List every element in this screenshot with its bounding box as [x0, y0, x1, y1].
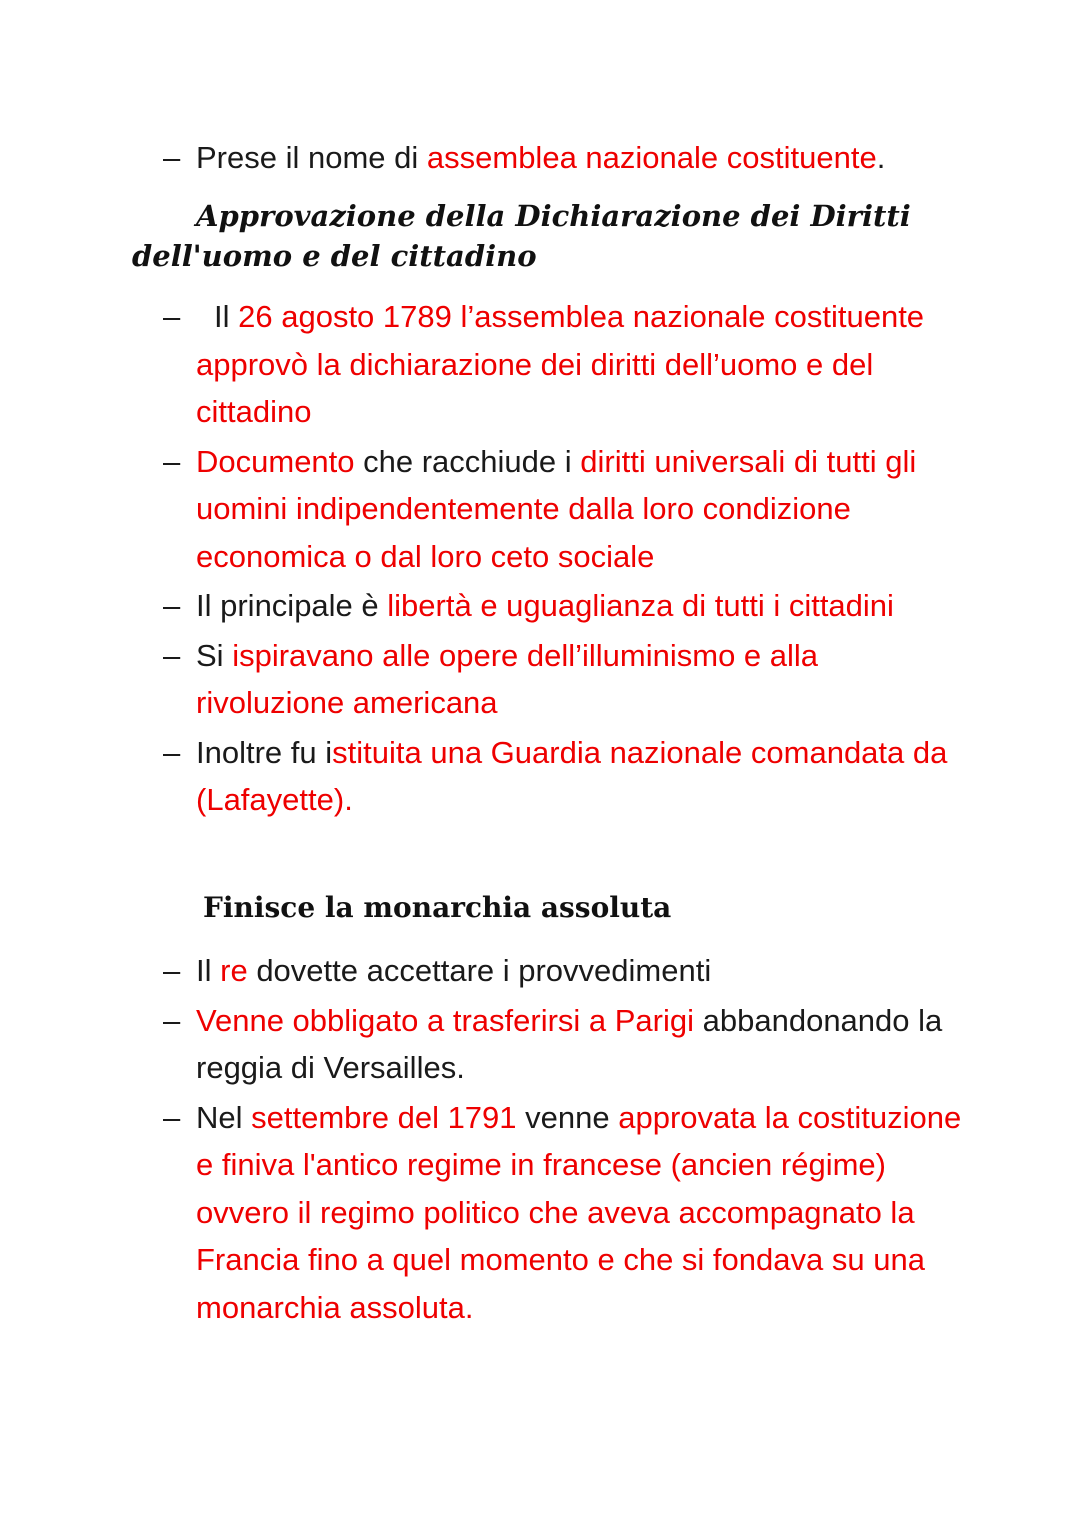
text-highlight: 26 agosto 1789 l’assemblea nazionale costituente approvò la dichiarazione dei diritti dell’uomo e del cittadino: [196, 299, 925, 429]
text-normal: Il principale è: [196, 588, 388, 623]
text-highlight: assemblea nazionale costituente: [426, 140, 877, 175]
dash-bullet: –: [163, 299, 181, 334]
dichiarazione-list: [0, 293, 1080, 826]
text-normal: abbandonando la reggia di Versailles.: [196, 1002, 943, 1085]
text-normal: Il: [214, 299, 239, 334]
list-item: [0, 293, 1080, 436]
dash-bullet: –: [163, 953, 181, 988]
text-highlight: re: [220, 953, 248, 988]
list-item: [0, 997, 1080, 1092]
section-heading-monarchia: Finisce la monarchia assoluta: [203, 891, 672, 924]
dash-bullet: –: [163, 637, 181, 673]
text-highlight: Venne obbligato a trasferirsi a Parigi: [196, 1002, 695, 1038]
text-highlight: approvata la costituzione e finiva l'antico regime in francese (ancien régime) ovvero il regimo politico che aveva accompagnato la Francia fino a quel momento e che si fondava su una monarchia assoluta.: [196, 1099, 962, 1325]
text-normal: Si: [196, 637, 233, 673]
text-highlight: diritti universali di tutti gli uomini indipendentemente dalla loro condizione economica o dal loro ceto sociale: [196, 443, 917, 574]
list-item: [0, 1094, 1080, 1332]
dash-bullet: –: [163, 1002, 181, 1038]
text-normal: che racchiude i: [354, 443, 581, 479]
list-item: [0, 582, 1080, 630]
text-normal: Inoltre fu i: [196, 734, 333, 770]
dash-bullet: –: [163, 734, 181, 770]
text-normal: dovette accettare i provvedimenti: [247, 953, 712, 988]
text-normal: venne: [516, 1099, 619, 1135]
text-highlight: settembre del 1791: [251, 1099, 517, 1135]
monarchia-list: [0, 947, 1080, 1333]
text-highlight: Documento: [196, 443, 355, 479]
list-item: [0, 947, 1080, 995]
dash-bullet: –: [163, 140, 181, 175]
intro-list: [0, 134, 1080, 184]
text-highlight: libertà e uguaglianza di tutti i cittadini: [387, 588, 894, 623]
dash-bullet: –: [163, 588, 181, 623]
list-item: [0, 632, 1080, 727]
text-highlight: ispiravano alle opere dell’illuminismo e alla rivoluzione americana: [196, 637, 819, 720]
text-highlight: stituita una Guardia nazionale comandata da (Lafayette).: [196, 734, 948, 817]
text-normal: .: [876, 140, 886, 175]
text-normal: Prese il nome di: [196, 140, 427, 175]
text-normal: Nel: [196, 1099, 252, 1135]
dash-bullet: –: [163, 1099, 181, 1135]
list-item: [0, 438, 1080, 581]
list-item: [0, 729, 1080, 824]
dash-bullet: –: [163, 443, 181, 479]
section-heading-dichiarazione: Approvazione della Dichiarazione dei Diritti dell'uomo e del cittadino: [132, 199, 911, 273]
text-normal: Il: [196, 953, 221, 988]
list-item: [0, 134, 1080, 182]
